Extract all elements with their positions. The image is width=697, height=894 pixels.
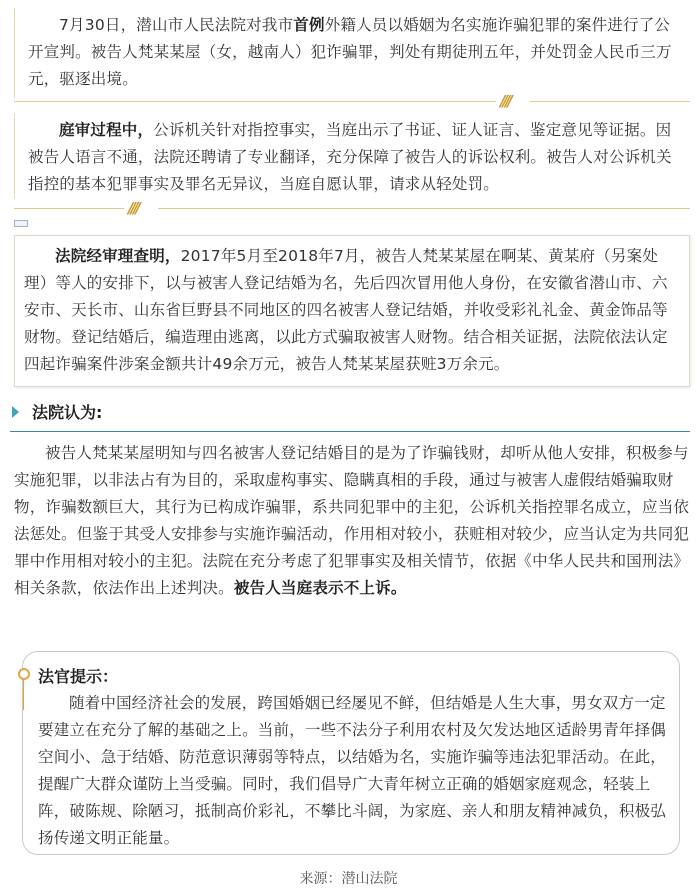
findings-paragraph bbox=[24, 243, 679, 378]
divider-slashes: //// bbox=[500, 92, 510, 110]
court-opinion-heading: 法院认为: bbox=[32, 403, 103, 422]
divider-line bbox=[158, 208, 690, 209]
court-opinion-bold: 被告人当庭表示不上诉。 bbox=[233, 579, 407, 597]
judge-tip-paragraph: 随着中国经济社会的发展，跨国婚姻已经屡见不鲜，但结婚是人生大事，男女双方一定要建立在充分了解的基础之上。当前，一些不法分子利用农村及欠发达地区适龄男青年择偶空间小、急于结婚、防范意识薄弱等特点，以结婚为名，实施诈骗等违法犯罪活动。在此，提醒广大群众谨防上当受骗。同时，我们倡导广大青年树立正确的婚姻家庭观念，轻装上阵，破陈规、除陋习，抵制高价彩礼，不攀比斗阔，为家庭、亲人和朋友精神减负，积极弘扬传递文明正能量。 bbox=[38, 694, 667, 847]
source-caption: 来源：潜山法院 bbox=[299, 871, 398, 887]
divider-line bbox=[530, 101, 690, 102]
collapse-tab-icon bbox=[14, 220, 28, 227]
heading-underline bbox=[10, 431, 690, 432]
intro-bold: 首例 bbox=[293, 16, 325, 34]
divider-line bbox=[14, 101, 496, 102]
triangle-bullet-icon bbox=[12, 406, 19, 418]
intro-text-2: 外籍人员以婚姻为名实施诈骗犯罪的案件进行了公开宣判。被告人梵某某屋（女，越南人）犯诈骗罪，判处有期徒刑五年，并处罚金人民币三万元，驱逐出境。 bbox=[28, 16, 672, 88]
findings-text: 2017年5月至2018年7月，被告人梵某某屋在啊某、黄某府（另案处理）等人的安排下，以与被害人登记结婚为名，先后四次冒用他人身份，在安徽省潜山市、六安市、天长市、山东省巨野县不同地区的四名被害人登记结婚，并收受彩礼礼金、黄金饰品等财物。登记结婚后，编造理由逃离，以此方式骗取被害人财物。结合相关证据，法院依法认定四起诈骗案件涉案金额共计49余万元，被告人梵某某屋获赃3万余元。 bbox=[24, 247, 668, 373]
trial-bold: 庭审过程中， bbox=[59, 121, 154, 139]
court-opinion-paragraph bbox=[14, 440, 690, 602]
divider-line bbox=[14, 208, 124, 209]
judge-tip-heading: 法官提示： bbox=[38, 667, 119, 686]
findings-bold: 法院经审理查明， bbox=[55, 247, 181, 265]
intro-paragraph bbox=[28, 12, 680, 93]
trial-text: 公诉机关针对指控事实，当庭出示了书证、证人证言、鉴定意见等证据。因被告人语言不通，法院还聘请了专业翻译，充分保障了被告人的诉讼权利。被告人对公诉机关指控的基本犯罪事实及罪名无异议，当庭自愿认罪，请求从轻处罚。 bbox=[28, 121, 672, 193]
trial-paragraph bbox=[28, 117, 680, 198]
tip-accent-line bbox=[23, 680, 24, 710]
court-opinion-text: 被告人梵某某屋明知与四名被害人登记结婚目的是为了诈骗钱财，却听从他人安排，积极参与实施犯罪，以非法占有为目的，采取虚构事实、隐瞒真相的手段，通过与被害人虚假结婚骗取财物，诈骗数额巨大，其行为已构成诈骗罪，系共同犯罪中的主犯，公诉机关指控罪名成立，应当依法惩处。但鉴于其受人安排参与实施诈骗活动，作用相对较小，获赃相对较少，应当认定为共同犯罪中作用相对较小的主犯。法院在充分考虑了犯罪事实及相关情节，依据《中华人民共和国刑法》相关条款，依法作出上述判决。 bbox=[14, 444, 690, 597]
intro-text-1: 7月30日，潜山市人民法院对我市 bbox=[59, 16, 294, 34]
divider-slashes: //// bbox=[128, 199, 138, 217]
circle-bullet-icon bbox=[18, 668, 30, 680]
